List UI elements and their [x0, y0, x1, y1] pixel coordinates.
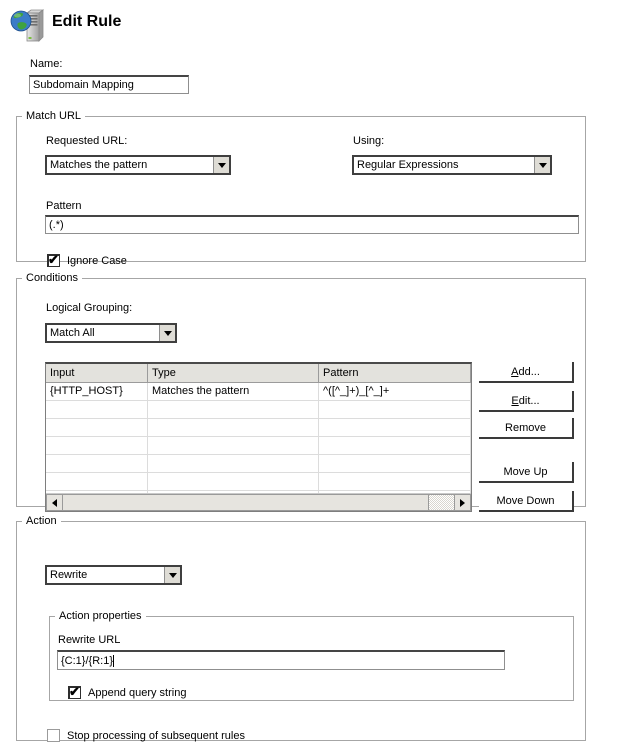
name-input[interactable] [29, 75, 189, 94]
requested-url-value: Matches the pattern [50, 159, 148, 171]
ignore-case-label: Ignore Case [67, 254, 127, 267]
scroll-left-icon [52, 499, 57, 507]
requested-url-label: Requested URL: [46, 135, 128, 147]
conditions-table-header [46, 364, 471, 383]
action-type-value: Rewrite [50, 569, 88, 581]
cell-pattern: ^([^_]+)_[^_]+ [319, 383, 471, 400]
table-row-empty [46, 419, 471, 437]
horizontal-scrollbar[interactable] [46, 493, 471, 511]
scroll-right-icon [460, 499, 465, 507]
move-down-button[interactable]: Move Down [479, 491, 574, 512]
table-row-empty [46, 473, 471, 491]
pattern-input-value: (.*) [49, 219, 64, 231]
name-input-value: Subdomain Mapping [33, 79, 134, 91]
table-row-empty [46, 455, 471, 473]
dropdown-arrow-icon [164, 331, 172, 336]
scrollbar-track[interactable] [429, 494, 454, 511]
scrollbar-thumb[interactable] [63, 494, 429, 511]
cell-type: Matches the pattern [148, 383, 319, 400]
pattern-input[interactable] [45, 215, 579, 234]
column-header-type[interactable]: Type [148, 364, 319, 382]
scroll-right-button[interactable] [454, 494, 471, 511]
ignore-case-checkbox[interactable] [47, 254, 60, 267]
edit-button[interactable]: E dit... [479, 391, 574, 412]
logical-grouping-value: Match All [50, 327, 95, 339]
logical-grouping-dropdown-button[interactable] [159, 325, 175, 341]
using-select[interactable] [352, 155, 552, 175]
cell-input: {HTTP_HOST} [46, 383, 148, 400]
conditions-group-label: Conditions [26, 272, 78, 284]
action-type-select[interactable] [45, 565, 182, 585]
append-query-string-label: Append query string [88, 686, 187, 699]
action-group-label: Action [26, 515, 57, 527]
rewrite-url-label: Rewrite URL [58, 634, 121, 646]
match-url-group [16, 110, 586, 267]
table-row-empty [46, 437, 471, 455]
requested-url-dropdown-button[interactable] [213, 157, 229, 173]
logical-grouping-select[interactable] [45, 323, 177, 343]
url-rewrite-icon [10, 7, 48, 45]
dropdown-arrow-icon [169, 573, 177, 578]
logical-grouping-label: Logical Grouping: [46, 302, 133, 314]
action-properties-group-label: Action properties [59, 610, 142, 622]
move-up-button[interactable]: Move Up [479, 462, 574, 483]
pattern-label: Pattern [46, 200, 82, 212]
name-label: Name: [30, 58, 63, 70]
rewrite-url-input[interactable] [57, 650, 505, 670]
match-url-group-label: Match URL [26, 110, 82, 122]
conditions-table [45, 362, 472, 512]
using-label: Using: [353, 135, 385, 147]
stop-processing-checkbox[interactable] [47, 729, 60, 742]
action-group [16, 515, 586, 741]
add-button[interactable]: A dd... [479, 362, 574, 383]
action-properties-group [49, 610, 574, 701]
page-title: Edit Rule [52, 13, 122, 30]
dropdown-arrow-icon [539, 163, 547, 168]
globe-icon [11, 11, 31, 31]
table-row-empty [46, 401, 471, 419]
rewrite-url-value: {C:1}/{R:1} [61, 654, 113, 667]
text-caret [113, 655, 114, 667]
column-header-pattern[interactable]: Pattern [319, 364, 471, 382]
column-header-input[interactable]: Input [46, 364, 148, 382]
stop-processing-label: Stop processing of subsequent rules [67, 729, 245, 742]
using-dropdown-button[interactable] [534, 157, 550, 173]
scroll-left-button[interactable] [46, 494, 63, 511]
remove-button[interactable]: Remove [479, 418, 574, 439]
action-type-dropdown-button[interactable] [164, 567, 180, 583]
append-query-string-checkbox[interactable] [68, 686, 81, 699]
using-value: Regular Expressions [357, 159, 459, 171]
conditions-group [16, 272, 586, 507]
dropdown-arrow-icon [218, 163, 226, 168]
requested-url-select[interactable] [45, 155, 231, 175]
table-row[interactable] [46, 383, 471, 401]
